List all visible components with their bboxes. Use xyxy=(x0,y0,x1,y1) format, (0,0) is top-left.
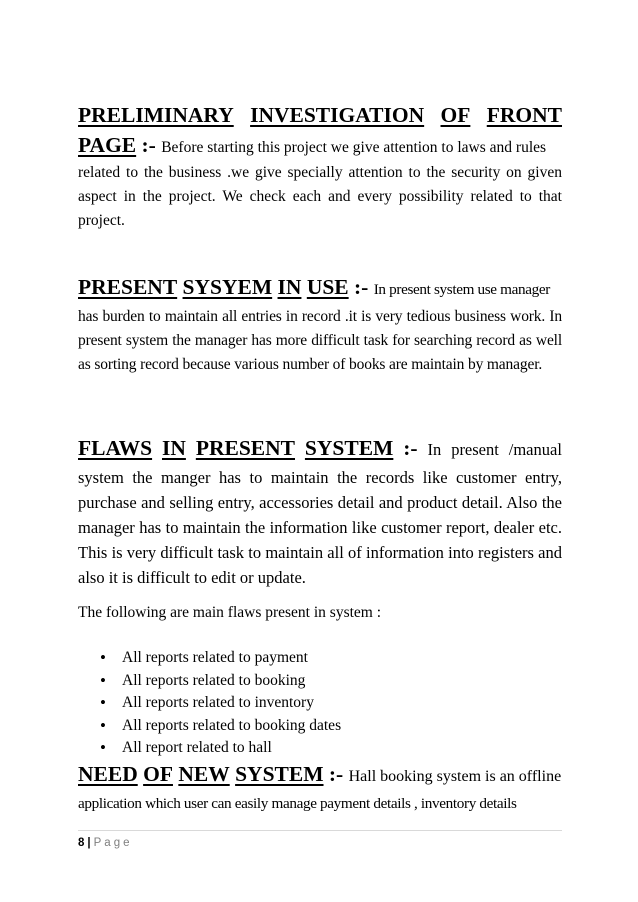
list-item: • All reports related to booking xyxy=(100,670,341,693)
heading-word: OF xyxy=(143,762,173,786)
heading-word: SYSYEM xyxy=(182,275,273,299)
heading-word: SYSTEM xyxy=(235,762,324,786)
heading-separator: :- xyxy=(328,762,344,786)
section-body-text: has burden to maintain all entries in record .it is very tedious business work. In present system the manager has more difficult task for searching record as well as sorting record because various number of books are maintain by manager. xyxy=(78,308,562,373)
section-heading-line xyxy=(78,759,562,792)
heading-word: INVESTIGATION xyxy=(250,103,425,127)
section-need-new-system xyxy=(78,759,562,816)
heading-separator: :- xyxy=(403,436,418,460)
section-lead-word: /manual xyxy=(508,440,562,459)
section-heading-line xyxy=(78,433,562,465)
section-body-text: system the manger has to maintain the records like customer entry, purchase and selling entry, accessories detail and product detail. Also the manager has to maintain the information like customer report, dealer etc. This is very difficult task to maintain all of information into registers and also it is difficult to edit or update. xyxy=(78,468,562,587)
heading-word: IN xyxy=(277,275,302,299)
section-lead-text: In present system use manager xyxy=(373,281,550,298)
list-item: • All reports related to payment xyxy=(100,647,341,670)
section-body-text: application which user can easily manage payment details , inventory details xyxy=(78,795,517,812)
section-lead-text: Before starting this project we give attention to laws and rules xyxy=(161,139,547,156)
section-lead-word: In xyxy=(427,440,442,459)
section-flaws-present-system xyxy=(78,433,562,590)
heading-word: SYSTEM xyxy=(304,436,394,460)
section-heading-continuation xyxy=(78,130,562,163)
section-body-text: related to the business .we give specially attention to the security on given aspect in the project. We check each and every possibility related to that project. xyxy=(78,164,562,229)
heading-word: USE xyxy=(306,275,349,299)
page-label: Page xyxy=(93,837,133,849)
section-lead-text: Hall booking system is an offline xyxy=(348,768,562,785)
section-heading-line xyxy=(78,272,562,305)
footer-separator: | xyxy=(87,837,91,849)
list-item: • All reports related to booking dates xyxy=(100,715,341,738)
heading-word: PRESENT xyxy=(195,436,295,460)
section-preliminary-investigation xyxy=(78,100,562,233)
heading-separator: :- xyxy=(354,275,369,299)
page-footer xyxy=(78,830,562,849)
heading-word: NEW xyxy=(178,762,230,786)
section-lead-word: present xyxy=(451,440,499,459)
flaws-list xyxy=(100,647,341,760)
page-number: 8 xyxy=(78,837,85,849)
section-present-system xyxy=(78,272,562,377)
list-item: • All report related to hall xyxy=(100,737,341,760)
flaws-intro: The following are main flaws present in system : xyxy=(78,604,382,621)
heading-word: OF xyxy=(440,103,471,127)
heading-word: PRELIMINARY xyxy=(78,103,234,127)
heading-word: PAGE xyxy=(78,133,137,157)
heading-word: IN xyxy=(162,436,186,460)
heading-separator: :- xyxy=(141,133,156,157)
heading-word: PRESENT xyxy=(78,275,178,299)
document-page xyxy=(78,0,562,902)
section-heading-line xyxy=(78,100,562,130)
heading-word: FRONT xyxy=(486,103,562,127)
list-item: • All reports related to inventory xyxy=(100,692,341,715)
heading-word: FLAWS xyxy=(78,436,153,460)
heading-word: NEED xyxy=(78,762,138,786)
